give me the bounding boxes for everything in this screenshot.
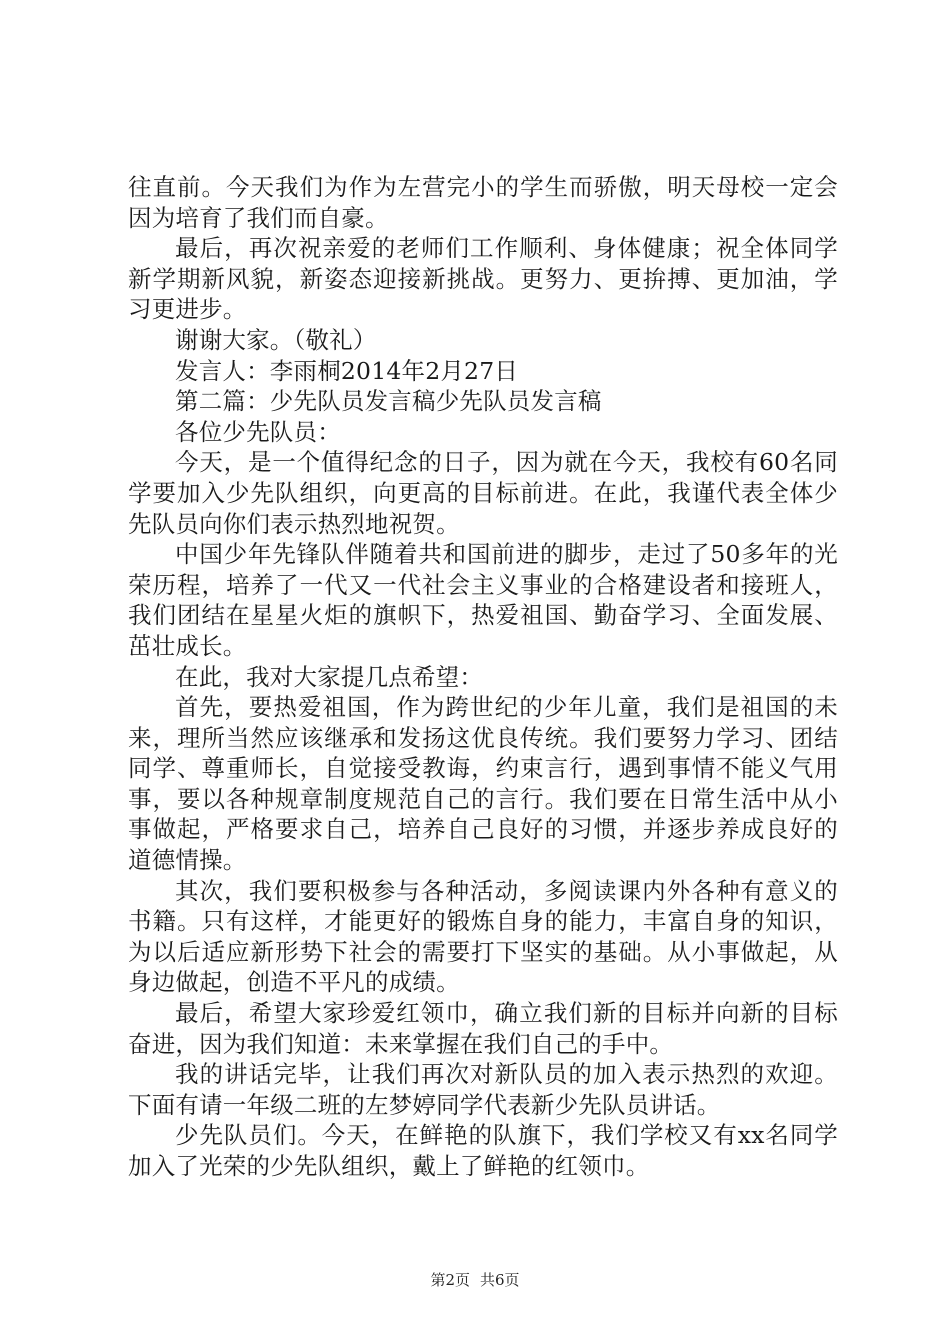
paragraph: 少先队员们。今天，在鲜艳的队旗下，我们学校又有xx名同学加入了光荣的少先队组织，戴上了鲜艳的红领巾。 (128, 1121, 838, 1180)
document-body (128, 172, 838, 1182)
page-footer (0, 1270, 950, 1290)
paragraph: 在此，我对大家提几点希望： (175, 662, 484, 691)
paragraph: 今天，是一个值得纪念的日子，因为就在今天，我校有60名同学要加入少先队组织，向更高的目标前进。在此，我谨代表全体少先队员向你们表示热烈地祝贺。 (128, 448, 838, 538)
page-total: 共6页 (480, 1271, 520, 1289)
paragraph: 首先，要热爱祖国，作为跨世纪的少年儿童，我们是祖国的未来，理所当然应该继承和发扬这优良传统。我们要努力学习、团结同学、尊重师长，自觉接受教诲，约束言行，遇到事情不能义气用事，要以各种规章制度规范自己的言行。我们要在日常生活中从小事做起，严格要求自己，培养自己良好的习惯，并逐步养成良好的道德情操。 (128, 693, 838, 875)
paragraph: 发言人：李雨桐2014年2月27日 (175, 356, 519, 385)
paragraph: 我的讲话完毕，让我们再次对新队员的加入表示热烈的欢迎。下面有请一年级二班的左梦婷同学代表新少先队员讲话。 (128, 1060, 838, 1119)
paragraph: 各位少先队员： (175, 417, 341, 446)
paragraph: 往直前。今天我们为作为左营完小的学生而骄傲，明天母校一定会因为培育了我们而自豪。 (128, 173, 838, 232)
paragraph: 中国少年先锋队伴随着共和国前进的脚步，走过了50多年的光荣历程，培养了一代又一代社会主义事业的合格建设者和接班人，我们团结在星星火炬的旗帜下，热爱祖国、勤奋学习、全面发展、茁壮成长。 (128, 540, 838, 660)
paragraph: 最后，希望大家珍爱红领巾，确立我们新的目标并向新的目标奋进，因为我们知道：未来掌握在我们自己的手中。 (128, 999, 838, 1058)
page-number: 第2页 (430, 1271, 470, 1289)
paragraph: 最后，再次祝亲爱的老师们工作顺利、身体健康；祝全体同学新学期新风貌，新姿态迎接新挑战。更努力、更拚搏、更加油，学习更进步。 (128, 234, 838, 324)
paragraph: 谢谢大家。（敬礼） (175, 325, 377, 354)
paragraph: 第二篇：少先队员发言稿少先队员发言稿 (175, 387, 602, 416)
paragraph: 其次，我们要积极参与各种活动，多阅读课内外各种有意义的书籍。只有这样，才能更好的锻炼自身的能力，丰富自身的知识，为以后适应新形势下社会的需要打下坚实的基础。从小事做起，从身边做起，创造不平凡的成绩。 (128, 876, 838, 997)
